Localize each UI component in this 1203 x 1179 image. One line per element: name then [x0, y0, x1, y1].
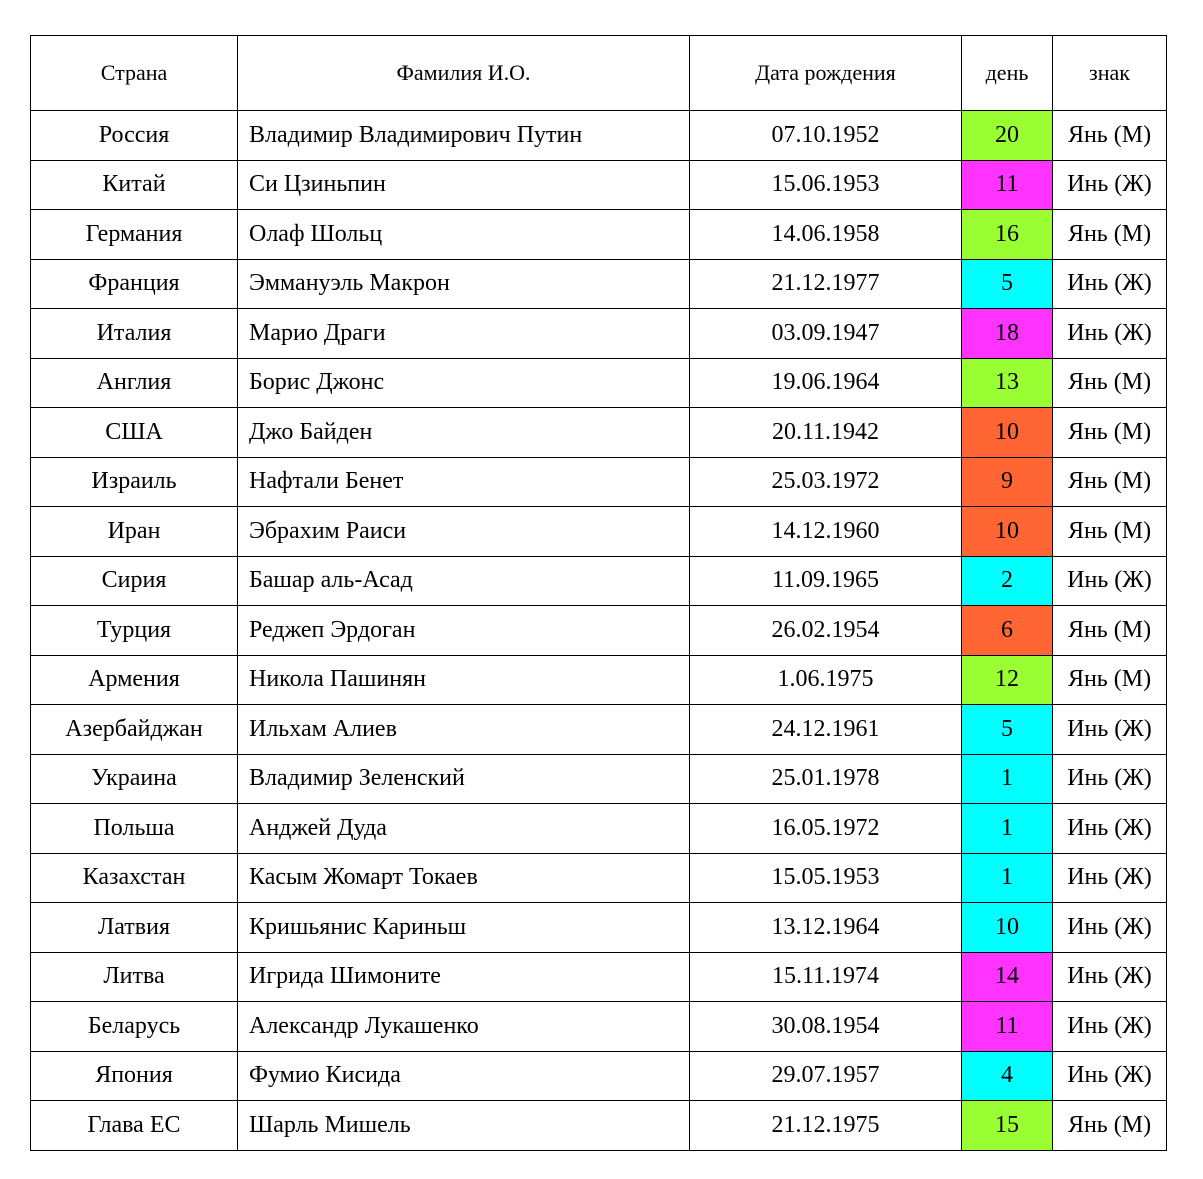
- table-row: [31, 754, 1167, 804]
- table-row: [31, 358, 1167, 408]
- table-row: [31, 655, 1167, 705]
- table-row: [31, 1051, 1167, 1101]
- sign-cell: Янь (М): [1053, 210, 1167, 260]
- day-cell: 5: [962, 259, 1053, 309]
- table-row: [31, 160, 1167, 210]
- name-cell: Кришьянис Кариньш: [238, 903, 690, 953]
- dob-cell: 14.12.1960: [690, 507, 962, 557]
- name-cell: Шарль Мишель: [238, 1101, 690, 1151]
- leaders-table: [30, 35, 1167, 1151]
- day-cell: 16: [962, 210, 1053, 260]
- header-row: [31, 36, 1167, 111]
- header-country: Страна: [31, 36, 238, 111]
- sign-cell: Инь (Ж): [1053, 259, 1167, 309]
- day-cell: 10: [962, 903, 1053, 953]
- name-cell: Игрида Шимоните: [238, 952, 690, 1002]
- day-cell: 9: [962, 457, 1053, 507]
- day-cell: 12: [962, 655, 1053, 705]
- header-name: Фамилия И.О.: [238, 36, 690, 111]
- name-cell: Олаф Шольц: [238, 210, 690, 260]
- sign-cell: Инь (Ж): [1053, 804, 1167, 854]
- day-cell: 2: [962, 556, 1053, 606]
- dob-cell: 26.02.1954: [690, 606, 962, 656]
- country-cell: Казахстан: [31, 853, 238, 903]
- name-cell: Никола Пашинян: [238, 655, 690, 705]
- dob-cell: 11.09.1965: [690, 556, 962, 606]
- sign-cell: Инь (Ж): [1053, 853, 1167, 903]
- day-cell: 11: [962, 1002, 1053, 1052]
- header-dob: Дата рождения: [690, 36, 962, 111]
- table-row: [31, 705, 1167, 755]
- name-cell: Ильхам Алиев: [238, 705, 690, 755]
- sign-cell: Инь (Ж): [1053, 903, 1167, 953]
- table-row: [31, 952, 1167, 1002]
- dob-cell: 19.06.1964: [690, 358, 962, 408]
- day-cell: 4: [962, 1051, 1053, 1101]
- day-cell: 1: [962, 804, 1053, 854]
- country-cell: Глава ЕС: [31, 1101, 238, 1151]
- sign-cell: Инь (Ж): [1053, 160, 1167, 210]
- day-cell: 1: [962, 754, 1053, 804]
- table-row: [31, 309, 1167, 359]
- country-cell: Сирия: [31, 556, 238, 606]
- name-cell: Борис Джонс: [238, 358, 690, 408]
- name-cell: Эммануэль Макрон: [238, 259, 690, 309]
- name-cell: Нафтали Бенет: [238, 457, 690, 507]
- table-row: [31, 1101, 1167, 1151]
- dob-cell: 30.08.1954: [690, 1002, 962, 1052]
- header-day: день: [962, 36, 1053, 111]
- table-row: [31, 1002, 1167, 1052]
- sign-cell: Янь (М): [1053, 507, 1167, 557]
- name-cell: Си Цзиньпин: [238, 160, 690, 210]
- day-cell: 15: [962, 1101, 1053, 1151]
- name-cell: Касым Жомарт Токаев: [238, 853, 690, 903]
- dob-cell: 15.06.1953: [690, 160, 962, 210]
- dob-cell: 20.11.1942: [690, 408, 962, 458]
- name-cell: Александр Лукашенко: [238, 1002, 690, 1052]
- sign-cell: Янь (М): [1053, 358, 1167, 408]
- country-cell: Израиль: [31, 457, 238, 507]
- sign-cell: Инь (Ж): [1053, 556, 1167, 606]
- sign-cell: Инь (Ж): [1053, 1002, 1167, 1052]
- sign-cell: Янь (М): [1053, 408, 1167, 458]
- day-cell: 20: [962, 111, 1053, 161]
- day-cell: 13: [962, 358, 1053, 408]
- sign-cell: Янь (М): [1053, 655, 1167, 705]
- country-cell: США: [31, 408, 238, 458]
- name-cell: Анджей Дуда: [238, 804, 690, 854]
- sign-cell: Инь (Ж): [1053, 705, 1167, 755]
- day-cell: 10: [962, 408, 1053, 458]
- dob-cell: 24.12.1961: [690, 705, 962, 755]
- name-cell: Реджеп Эрдоган: [238, 606, 690, 656]
- country-cell: Литва: [31, 952, 238, 1002]
- day-cell: 10: [962, 507, 1053, 557]
- table-row: [31, 210, 1167, 260]
- country-cell: Италия: [31, 309, 238, 359]
- country-cell: Украина: [31, 754, 238, 804]
- country-cell: Иран: [31, 507, 238, 557]
- day-cell: 5: [962, 705, 1053, 755]
- day-cell: 11: [962, 160, 1053, 210]
- table-row: [31, 556, 1167, 606]
- dob-cell: 15.11.1974: [690, 952, 962, 1002]
- dob-cell: 25.01.1978: [690, 754, 962, 804]
- table-row: [31, 408, 1167, 458]
- table-row: [31, 457, 1167, 507]
- dob-cell: 29.07.1957: [690, 1051, 962, 1101]
- name-cell: Владимир Владимирович Путин: [238, 111, 690, 161]
- dob-cell: 21.12.1977: [690, 259, 962, 309]
- table-header: [31, 36, 1167, 111]
- name-cell: Эбрахим Раиси: [238, 507, 690, 557]
- dob-cell: 15.05.1953: [690, 853, 962, 903]
- country-cell: Франция: [31, 259, 238, 309]
- dob-cell: 25.03.1972: [690, 457, 962, 507]
- dob-cell: 03.09.1947: [690, 309, 962, 359]
- name-cell: Башар аль-Асад: [238, 556, 690, 606]
- sign-cell: Янь (М): [1053, 111, 1167, 161]
- sign-cell: Инь (Ж): [1053, 309, 1167, 359]
- dob-cell: 1.06.1975: [690, 655, 962, 705]
- name-cell: Джо Байден: [238, 408, 690, 458]
- dob-cell: 16.05.1972: [690, 804, 962, 854]
- name-cell: Владимир Зеленский: [238, 754, 690, 804]
- country-cell: Беларусь: [31, 1002, 238, 1052]
- name-cell: Марио Драги: [238, 309, 690, 359]
- country-cell: Армения: [31, 655, 238, 705]
- table-row: [31, 606, 1167, 656]
- sign-cell: Инь (Ж): [1053, 754, 1167, 804]
- sign-cell: Янь (М): [1053, 606, 1167, 656]
- day-cell: 14: [962, 952, 1053, 1002]
- country-cell: Польша: [31, 804, 238, 854]
- day-cell: 1: [962, 853, 1053, 903]
- dob-cell: 13.12.1964: [690, 903, 962, 953]
- country-cell: Китай: [31, 160, 238, 210]
- dob-cell: 07.10.1952: [690, 111, 962, 161]
- sign-cell: Янь (М): [1053, 457, 1167, 507]
- country-cell: Япония: [31, 1051, 238, 1101]
- name-cell: Фумио Кисида: [238, 1051, 690, 1101]
- table-row: [31, 259, 1167, 309]
- table-row: [31, 804, 1167, 854]
- country-cell: Азербайджан: [31, 705, 238, 755]
- header-sign: знак: [1053, 36, 1167, 111]
- dob-cell: 14.06.1958: [690, 210, 962, 260]
- table-row: [31, 903, 1167, 953]
- country-cell: Турция: [31, 606, 238, 656]
- table-row: [31, 853, 1167, 903]
- country-cell: Латвия: [31, 903, 238, 953]
- table-row: [31, 507, 1167, 557]
- sign-cell: Инь (Ж): [1053, 952, 1167, 1002]
- sign-cell: Янь (М): [1053, 1101, 1167, 1151]
- country-cell: Россия: [31, 111, 238, 161]
- country-cell: Англия: [31, 358, 238, 408]
- country-cell: Германия: [31, 210, 238, 260]
- table-body: [31, 111, 1167, 1151]
- dob-cell: 21.12.1975: [690, 1101, 962, 1151]
- table-row: [31, 111, 1167, 161]
- day-cell: 6: [962, 606, 1053, 656]
- sign-cell: Инь (Ж): [1053, 1051, 1167, 1101]
- day-cell: 18: [962, 309, 1053, 359]
